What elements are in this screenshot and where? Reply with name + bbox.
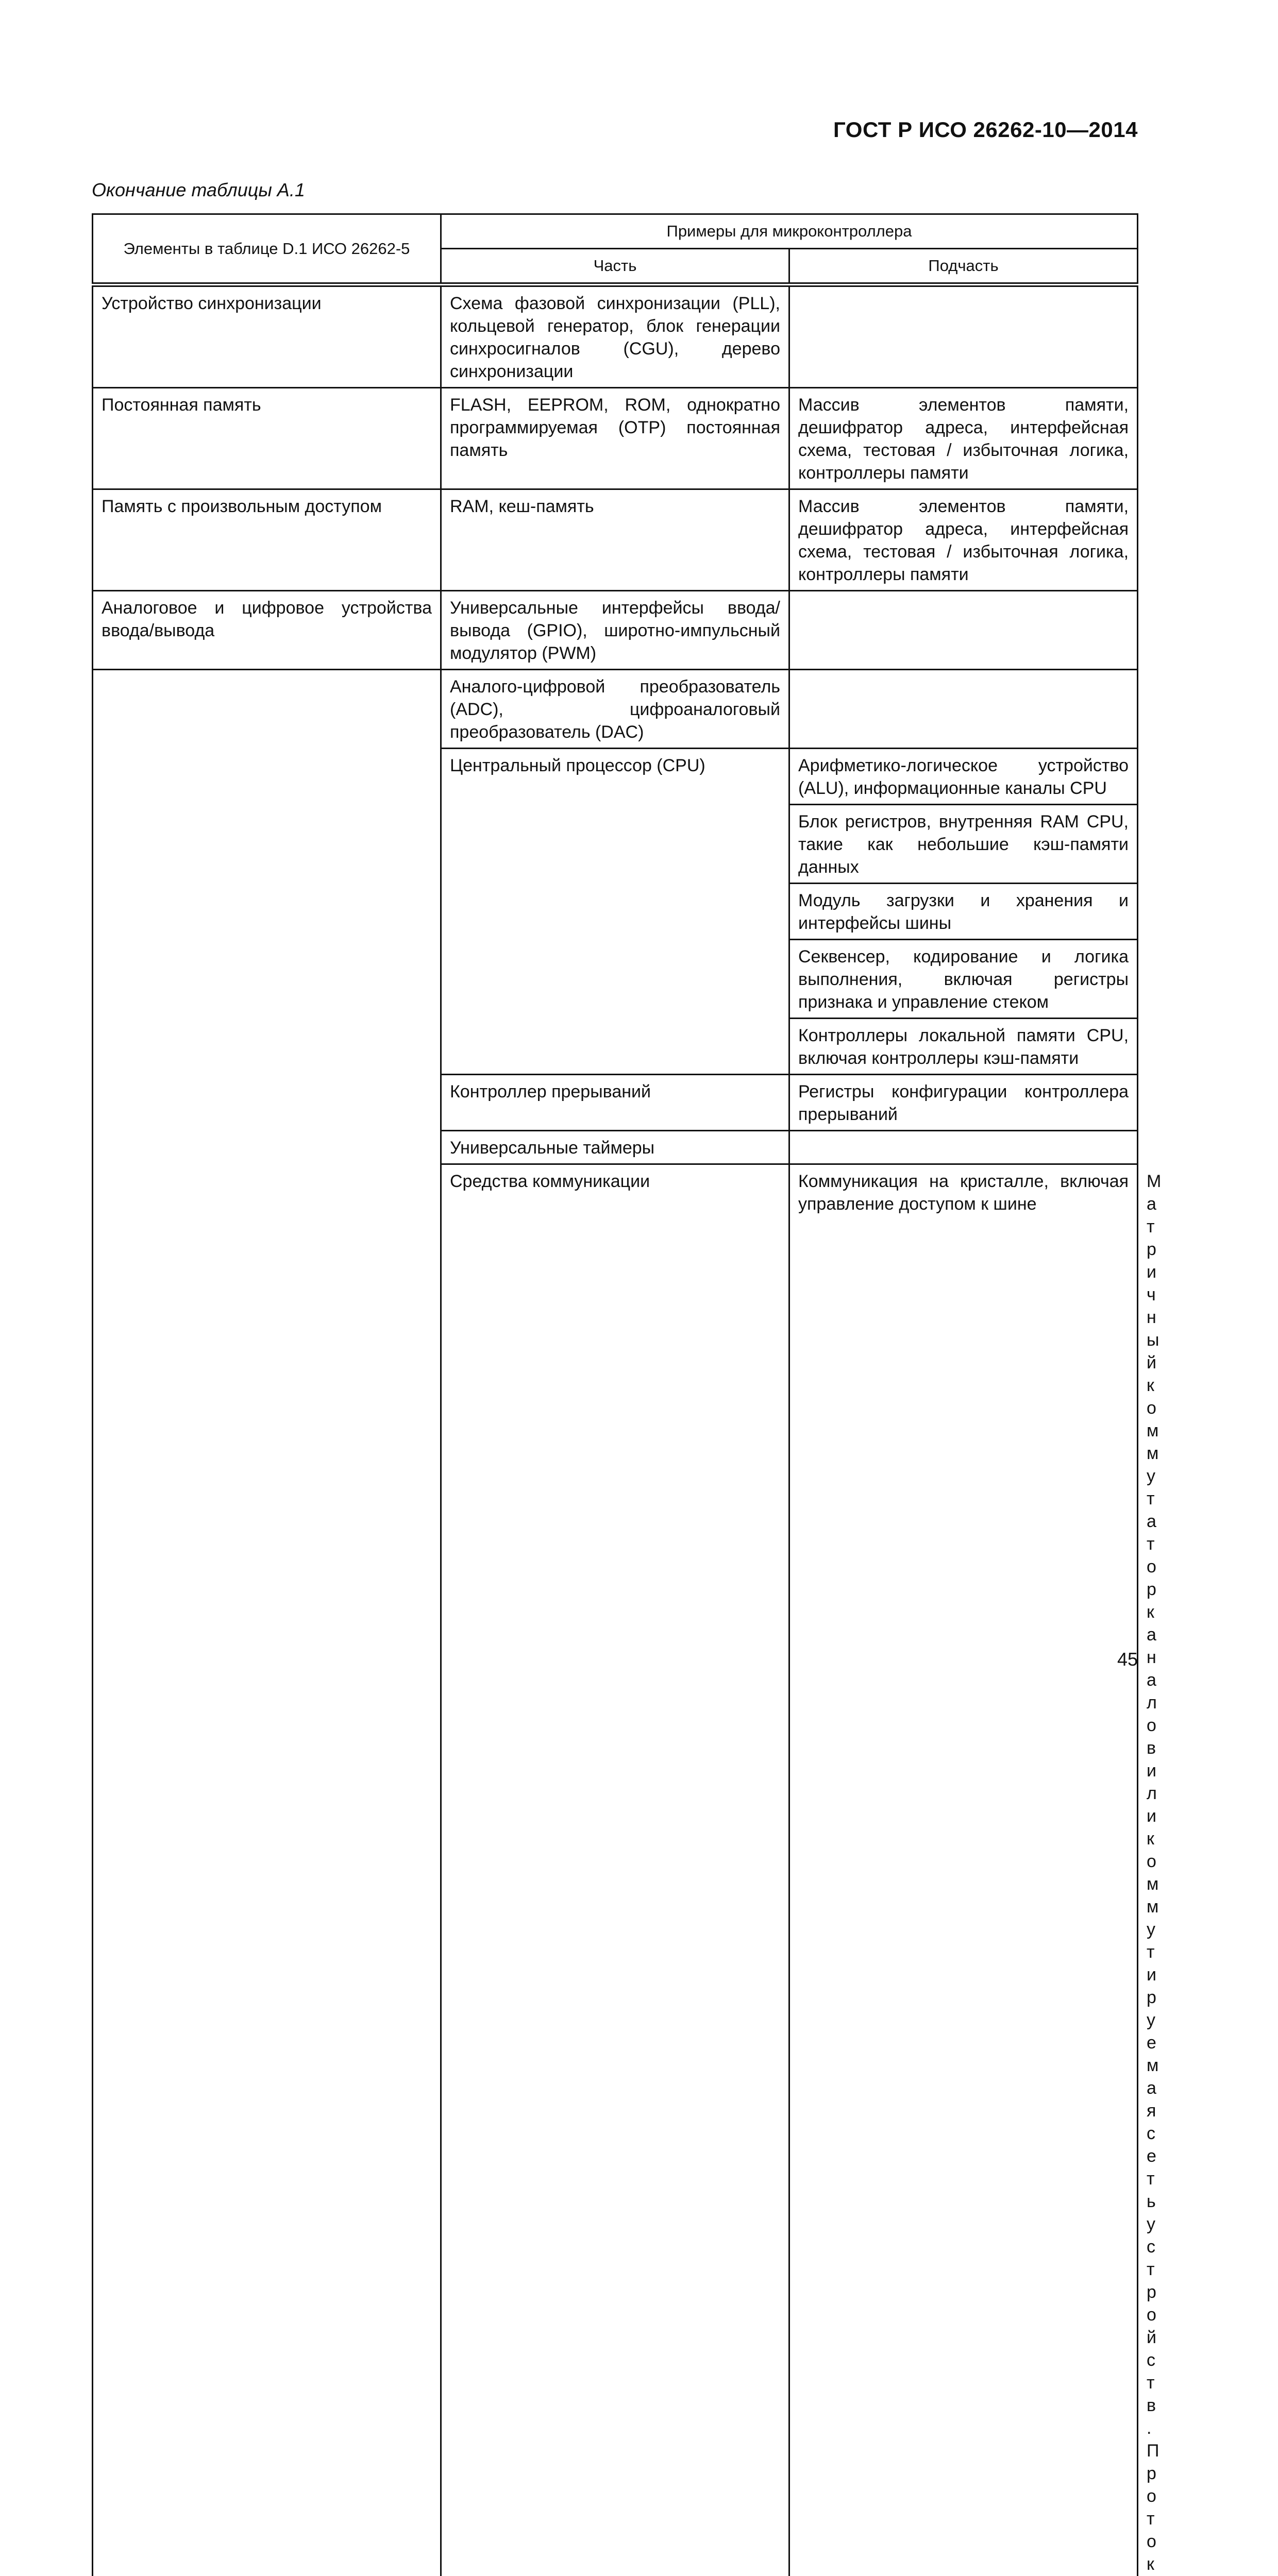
part-cell: Коммуникация на кристалле, включая управление доступом к шине: [789, 1164, 1138, 2576]
table-row: [93, 489, 1138, 591]
subpart-cell: [789, 1131, 1138, 1164]
part-cell: Контроллер прерываний: [441, 1075, 789, 1131]
column-header-part: Часть: [441, 249, 789, 285]
element-cell: Устройство синхронизации: [93, 285, 441, 388]
part-cell: Схема фазовой синхронизации (PLL), кольцевой генератор, блок генерации синхросигналов (CGU), дерево синхронизации: [441, 285, 789, 388]
element-cell-empty: [93, 670, 441, 2576]
table-caption: Окончание таблицы А.1: [92, 179, 305, 201]
mapping-table: [92, 213, 1138, 2576]
table-row: Средства коммуникации Коммуникация на кристалле, включая управление доступом к шине Матричный коммутатор каналов или коммутируемая сеть устройств. Проток: [93, 1164, 1138, 2576]
column-header-subpart: Подчасть: [789, 249, 1138, 285]
subpart-cell: [789, 591, 1138, 670]
subpart-cell: Контроллеры локальной памяти CPU, включая контроллеры кэш-памяти: [789, 1019, 1138, 1075]
part-cell: Универсальные таймеры: [441, 1131, 789, 1164]
table-row: [93, 388, 1138, 489]
subpart-cell: [789, 285, 1138, 388]
table-row: [93, 670, 1138, 749]
table-row: [93, 591, 1138, 670]
part-cell: Универсальные интерфейсы ввода/вывода (GPIO), широтно-импульсный модулятор (PWM): [441, 591, 789, 670]
subpart-cell: Блок регистров, внутренняя RAM CPU, такие как небольшие кэш-памяти данных: [789, 805, 1138, 884]
subpart-cell: Секвенсер, кодирование и логика выполнения, включая регистры признака и управление стеком: [789, 940, 1138, 1019]
subpart-cell: Модуль загрузки и хранения и интерфейсы шины: [789, 884, 1138, 940]
table-row: [93, 285, 1138, 388]
subpart-cell: Массив элементов памяти, дешифратор адреса, интерфейсная схема, тестовая / избыточная логика, контроллеры памяти: [789, 388, 1138, 489]
column-header-elements: Элементы в таблице D.1 ИСО 26262-5: [93, 214, 441, 285]
element-cell: Средства коммуникации: [441, 1164, 789, 2576]
part-cell: RAM, кеш-память: [441, 489, 789, 591]
document-standard-header: ГОСТ Р ИСО 26262-10—2014: [833, 117, 1138, 142]
subpart-cell: Арифметико-логическое устройство (ALU), информационные каналы CPU: [789, 749, 1138, 805]
page-number: 45: [1117, 1649, 1138, 1670]
part-cell: Аналого-цифровой преобразователь (ADC), цифроаналоговый преобразователь (DAC): [441, 670, 789, 749]
part-cell: Центральный процессор (CPU): [441, 749, 789, 1075]
subpart-cell: Массив элементов памяти, дешифратор адреса, интерфейсная схема, тестовая / избыточная логика, контроллеры памяти: [789, 489, 1138, 591]
part-cell: FLASH, EEPROM, ROM, однократно программируемая (OTP) постоянная память: [441, 388, 789, 489]
subpart-cell: [789, 670, 1138, 749]
subpart-cell: Регистры конфигурации контроллера прерываний: [789, 1075, 1138, 1131]
column-group-header-examples: Примеры для микроконтроллера: [441, 214, 1138, 249]
element-cell: Постоянная память: [93, 388, 441, 489]
element-cell: Аналоговое и цифровое устройства ввода/вывода: [93, 591, 441, 670]
element-cell: Память с произвольным доступом: [93, 489, 441, 591]
